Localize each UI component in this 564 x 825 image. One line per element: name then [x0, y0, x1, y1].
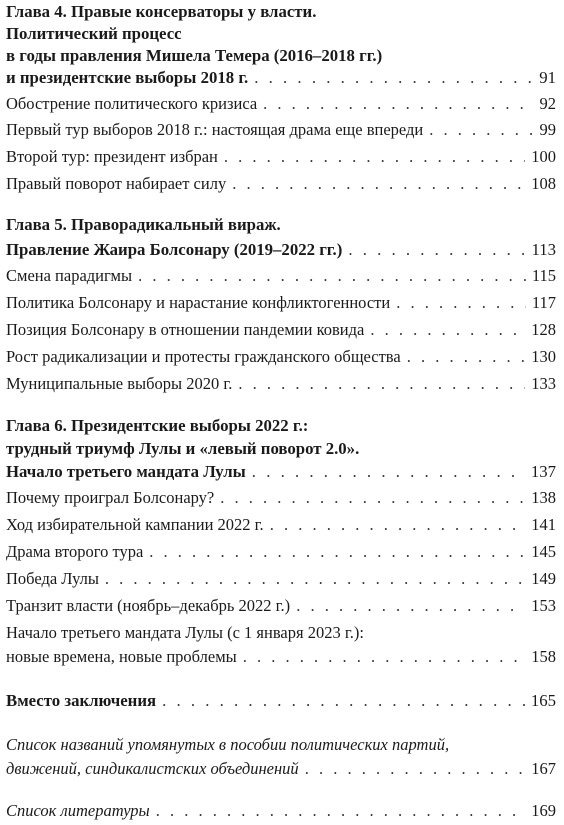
dot-leader [396, 291, 526, 315]
chapter-5-title-entry[interactable] [6, 238, 556, 262]
page-number: 158 [531, 647, 556, 666]
page-number: 130 [531, 347, 556, 366]
entry-label: Политика Болсонару и нарастание конфликтогенности [6, 293, 391, 312]
page-number: 169 [531, 801, 556, 820]
dot-leader [162, 689, 525, 713]
conclusion-label: Вместо заключения [6, 691, 157, 710]
page-number: 133 [531, 374, 556, 393]
entry-label: Первый тур выборов 2018 г.: настоящая драма еще впереди [6, 120, 424, 139]
page-number: 100 [531, 147, 556, 166]
toc-entry[interactable] [6, 145, 556, 169]
dot-leader [254, 66, 533, 90]
dot-leader [407, 345, 526, 369]
entry-label: Ход избирательной кампании 2022 г. [6, 515, 264, 534]
chapter-6-title-entry[interactable] [6, 460, 556, 484]
chapter-4-title-line-1: Глава 4. Правые консерваторы у власти. [6, 2, 317, 21]
dot-leader [224, 145, 525, 169]
entry-label: Смена парадигмы [6, 266, 133, 285]
entry-label: Позиция Болсонару в отношении пандемии ковида [6, 320, 365, 339]
page-number: 137 [530, 462, 556, 481]
page-number: 115 [531, 266, 556, 285]
page-number: 165 [530, 691, 556, 710]
dot-leader [348, 238, 525, 262]
dot-leader [238, 372, 525, 396]
conclusion-entry[interactable] [6, 689, 556, 713]
toc-entry[interactable] [6, 291, 556, 315]
chapter-4-title-line-4: и президентские выборы 2018 г. [6, 68, 249, 87]
chapter-5-title-line-2: Правление Жаира Болсонару (2019–2022 гг.) [6, 240, 343, 259]
chapter-4-title-entry[interactable] [6, 66, 556, 90]
toc-entry[interactable] [6, 567, 556, 591]
parties-list-entry[interactable] [6, 757, 556, 781]
page-number: 138 [531, 488, 556, 507]
dot-leader [220, 486, 525, 510]
chapter-4-title-line-2: Политический процесс [6, 24, 182, 43]
entry-label: Второй тур: президент избран [6, 147, 218, 166]
page-number: 128 [531, 320, 556, 339]
entry-label: Почему проиграл Болсонару? [6, 488, 215, 507]
entry-label: Транзит власти (ноябрь–декабрь 2022 г.) [6, 596, 291, 615]
toc-entry[interactable] [6, 372, 556, 396]
parties-list-line-1: Список названий упомянутых в пособии политических партий, [6, 735, 450, 754]
page-number: 141 [531, 515, 556, 534]
page-number: 167 [531, 759, 556, 778]
toc-entry[interactable] [6, 318, 556, 342]
entry-label: Правый поворот набирает силу [6, 174, 227, 193]
toc-entry[interactable] [6, 264, 556, 288]
page-number: 91 [539, 68, 556, 87]
entry-label: Победа Лулы [6, 569, 99, 588]
dot-leader [305, 757, 526, 781]
toc-entry[interactable] [6, 540, 556, 564]
toc-entry-line-1: Начало третьего мандата Лулы (с 1 января 2023 г.): [6, 623, 364, 642]
dot-leader [263, 92, 533, 116]
chapter-4-title-line-3: в годы правления Мишела Темера (2016–2018 гг.) [6, 46, 383, 65]
dot-leader [296, 594, 525, 618]
toc-entry[interactable] [6, 172, 556, 196]
entry-label: новые времена, новые проблемы [6, 647, 237, 666]
dot-leader [370, 318, 525, 342]
dot-leader [243, 645, 526, 669]
toc-entry[interactable] [6, 594, 556, 618]
bibliography-label: Список литературы [6, 801, 150, 820]
toc-entry[interactable] [6, 513, 556, 537]
chapter-5-title-line-1: Глава 5. Праворадикальный вираж. [6, 215, 281, 234]
dot-leader [429, 118, 533, 142]
dot-leader [105, 567, 525, 591]
bibliography-entry[interactable] [6, 799, 556, 823]
page-number: 117 [531, 293, 556, 312]
chapter-6-title-line-3: Начало третьего мандата Лулы [6, 462, 246, 481]
dot-leader [232, 172, 525, 196]
page-number: 153 [531, 596, 556, 615]
entry-label: Муниципальные выборы 2020 г. [6, 374, 233, 393]
chapter-6-title-line-1: Глава 6. Президентские выборы 2022 г.: [6, 416, 309, 435]
toc-entry[interactable] [6, 645, 556, 669]
entry-label: Обострение политического кризиса [6, 94, 258, 113]
parties-list-label: движений, синдикалистских объединений [6, 759, 299, 778]
toc-entry[interactable] [6, 118, 556, 142]
page-number: 149 [531, 569, 556, 588]
page-number: 92 [539, 94, 556, 113]
entry-label: Драма второго тура [6, 542, 144, 561]
dot-leader [149, 540, 525, 564]
page-number: 145 [531, 542, 556, 561]
entry-label: Рост радикализации и протесты гражданского общества [6, 347, 401, 366]
dot-leader [270, 513, 526, 537]
dot-leader [156, 799, 526, 823]
page-number: 113 [531, 240, 556, 259]
page-number: 99 [539, 120, 556, 139]
dot-leader [138, 264, 526, 288]
chapter-6-title-line-2: трудный триумф Лулы и «левый поворот 2.0». [6, 439, 360, 458]
toc-entry[interactable] [6, 486, 556, 510]
dot-leader [252, 460, 525, 484]
page-number: 108 [531, 174, 556, 193]
toc-entry[interactable] [6, 345, 556, 369]
toc-entry[interactable] [6, 92, 556, 116]
